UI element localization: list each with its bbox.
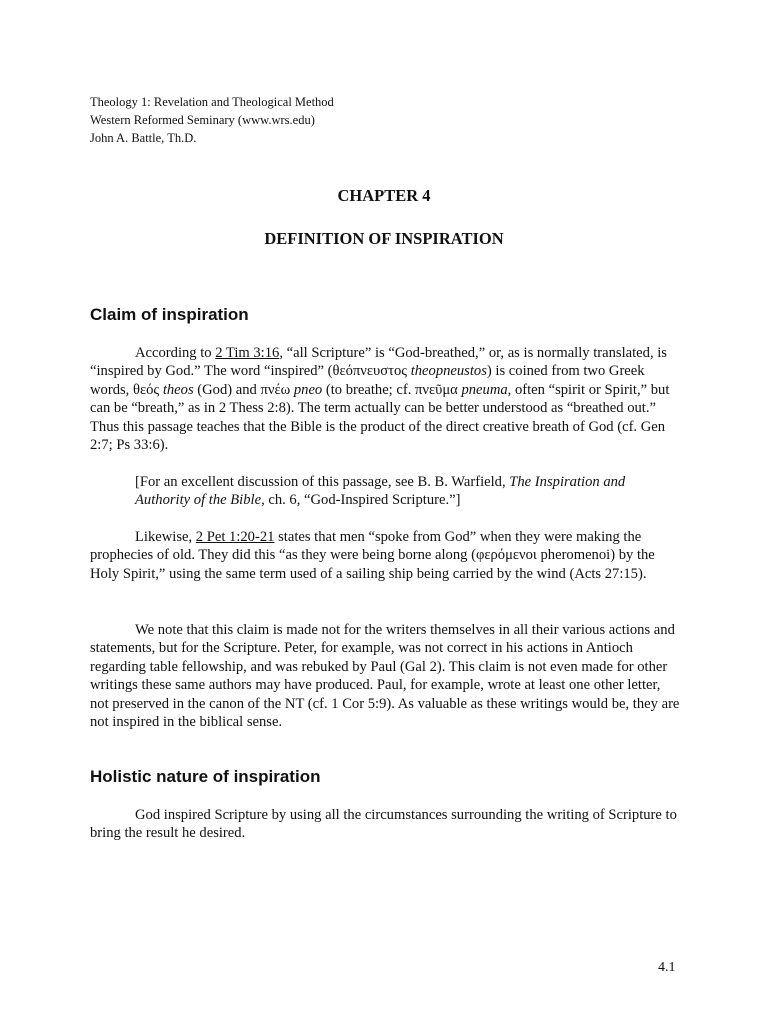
course-title: Theology 1: Revelation and Theological Method: [90, 95, 334, 109]
paragraph-claim: [90, 344, 680, 454]
text-run: ) is coined from two Greek words, θεός: [90, 363, 645, 398]
section-heading-holistic: Holistic nature of inspiration: [90, 767, 321, 786]
text-run: (to breathe; cf. πνεῦμα: [322, 381, 462, 398]
section-heading-claim: Claim of inspiration: [90, 305, 249, 324]
text-run: According to: [135, 345, 216, 361]
paragraph-likewise: [90, 528, 680, 583]
scripture-link-2-pet[interactable]: 2 Pet 1:20-21: [195, 529, 275, 545]
text-run: , “all Scripture” is “God-breathed,” or, as is normally translated, is “inspired by God.” The word “inspired” (θεόπνευστος: [90, 345, 667, 380]
text-run: , ch. 6, “God-Inspired Scripture.”]: [261, 492, 461, 509]
italic-term: theopneustos: [410, 363, 487, 380]
scripture-link-2-tim[interactable]: 2 Tim 3:16: [215, 345, 280, 361]
italic-term: pneo: [293, 381, 323, 398]
page-number: 4.1: [658, 960, 676, 975]
author-name: John A. Battle, Th.D.: [90, 131, 197, 145]
text-run: states that men “spoke from God” when they were making the prophecies of old. They did this “as they were being borne along (φερόμενοι pheromenoi) by the Holy Spirit,” using the same term used of a sailing ship being carried by the wind (Acts 27:15).: [90, 529, 655, 582]
text-run: [For an excellent discussion of this passage, see B. B. Warfield,: [135, 474, 510, 490]
italic-term: theos: [162, 381, 194, 398]
chapter-title: DEFINITION OF INSPIRATION: [264, 229, 504, 248]
bracket-note: [135, 473, 680, 510]
text-run: , often “spirit or Spirit,” but can be “breath,” as in 2 Thess 2:8). The term actually can be better understood as “breathed out.” Thus this passage teaches that the Bible is the product of the direct creative breath of God (cf. Gen 2:7; Ps 33:6).: [90, 381, 670, 454]
paragraph-holistic: God inspired Scripture by using all the circumstances surrounding the writing of Scripture to bring the result he desired.: [90, 807, 677, 842]
italic-term: pneuma: [461, 381, 508, 398]
seminary-name: Western Reformed Seminary (www.wrs.edu): [90, 113, 315, 127]
book-title: The Inspiration and Authority of the Bible: [135, 474, 626, 509]
document-header: [90, 93, 334, 147]
text-run: (God) and πνέω: [193, 381, 294, 398]
text-run: Likewise,: [135, 529, 196, 545]
paragraph-we-note: We note that this claim is made not for the writers themselves in all their various actions and statements, but for the Scripture. Peter, for example, was not correct in his actions in Antioch regarding table fellowship, and was rebuked by Paul (Gal 2). This claim is not even made for other writings these same authors may have produced. Paul, for example, wrote at least one other letter, not preserved in the canon of the NT (cf. 1 Cor 5:9). As valuable as these writings would be, they are not inspired in the biblical sense.: [90, 622, 680, 731]
chapter-label: CHAPTER 4: [337, 186, 431, 205]
